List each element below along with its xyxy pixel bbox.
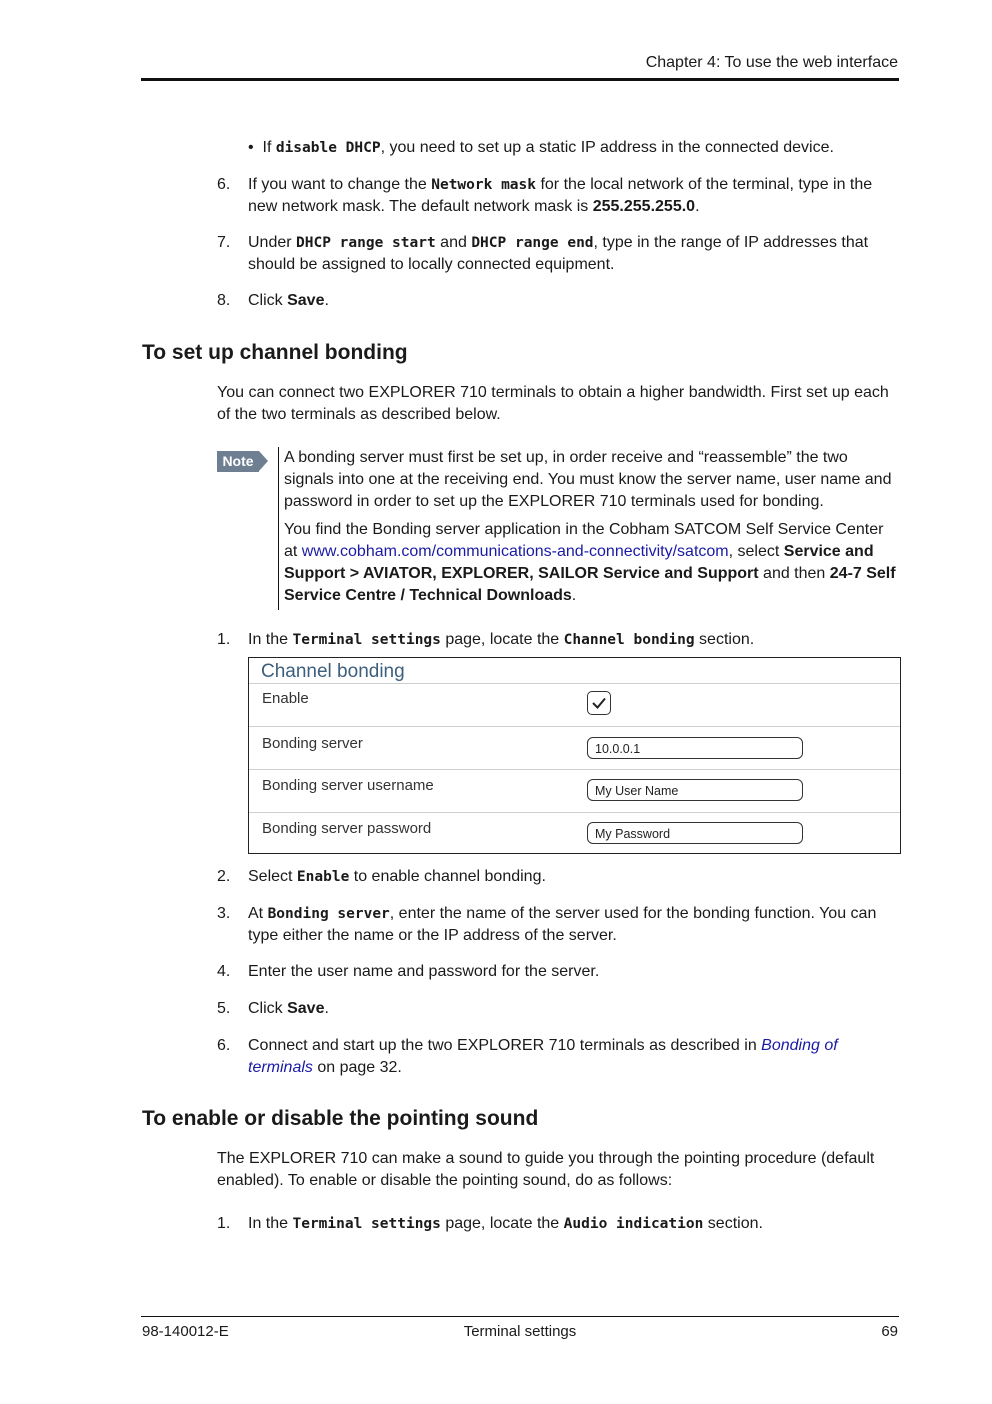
bonding-step-4 — [217, 961, 897, 983]
step-number: 6. — [217, 176, 231, 193]
s2-step-1-mid: page, locate the — [440, 1215, 564, 1232]
s1-step-1-keyword-section: Channel bonding — [563, 632, 695, 648]
note-para-2-pre: You find the Bonding server application in the Cobham SATCOM Self Service Center at — [284, 521, 884, 560]
dhcp-bullet — [248, 137, 898, 159]
step-text — [248, 174, 897, 218]
bonding-password-label: Bonding server password — [262, 820, 432, 837]
step-number: 8. — [217, 292, 231, 309]
step-text — [248, 903, 897, 947]
section-heading-pointing-sound: To enable or disable the pointing sound — [142, 1107, 539, 1130]
section-heading-channel-bonding: To set up channel bonding — [142, 341, 408, 364]
bullet-text: If — [262, 139, 276, 156]
step-number: 4. — [217, 963, 231, 980]
step-text — [248, 232, 897, 276]
enable-checkbox[interactable] — [587, 691, 611, 715]
step-text — [248, 998, 897, 1020]
note-para-2 — [284, 519, 898, 607]
note-badge-arrow — [259, 451, 268, 471]
cobham-satcom-link[interactable]: www.cobham.com/communications-and-connectivity/satcom — [301, 543, 729, 560]
s1-step-1-pre: In the — [248, 631, 293, 648]
s2-step-1-post: section. — [703, 1215, 763, 1232]
step-6-default-mask: 255.255.255.0 — [592, 198, 696, 215]
bonding-of-terminals-link[interactable]: Bonding of terminals — [248, 1037, 838, 1076]
bonding-username-label: Bonding server username — [262, 777, 434, 794]
bonding-step-1 — [217, 629, 897, 651]
row-divider — [249, 769, 900, 770]
panel-title: Channel bonding — [261, 661, 405, 682]
s2-step-1-keyword-section: Audio indication — [563, 1216, 704, 1232]
step-text: Enter the user name and password for the server. — [248, 963, 600, 980]
step-number: 5. — [217, 1000, 231, 1017]
step-6-keyword: Network mask — [431, 177, 536, 193]
s1-step-5-post: . — [324, 1000, 329, 1017]
step-text — [248, 629, 897, 651]
s1-step-2-keyword: Enable — [296, 869, 350, 885]
note-path-separator: > — [345, 565, 363, 582]
s1-step-2-post: to enable channel bonding. — [349, 868, 546, 885]
s2-step-1-pre: In the — [248, 1215, 293, 1232]
step-8-pre: Click — [248, 292, 288, 309]
s1-step-6-post: on page 32. — [312, 1059, 402, 1076]
note-para-1: A bonding server must first be set up, in order receive and “reassemble” the two signals into one at the receiving end. You must know the server name, user name and password in order to set up the EXPLORER 710 terminals used for bonding. — [284, 449, 892, 510]
section-1-intro: You can connect two EXPLORER 710 terminals to obtain a higher bandwidth. First set up each of the two terminals as described below. — [217, 384, 889, 423]
step-number: 7. — [217, 234, 231, 251]
step-number: 6. — [217, 1037, 231, 1054]
step-7-mid: and — [435, 234, 472, 251]
s1-step-1-post: section. — [694, 631, 755, 648]
step-7-keyword-start: DHCP range start — [296, 235, 436, 251]
bonding-step-2 — [217, 866, 897, 888]
step-number: 2. — [217, 868, 231, 885]
note-badge: Note — [217, 451, 259, 472]
note-para-2-and: and then — [758, 565, 830, 582]
step-number: 3. — [217, 905, 231, 922]
s1-step-3-keyword: Bonding server — [267, 906, 390, 922]
bonding-step-5 — [217, 998, 897, 1020]
step-6-pre: If you want to change the — [248, 176, 432, 193]
note-para-2-mid: , select — [728, 543, 784, 560]
s2-step-1-keyword-page: Terminal settings — [292, 1216, 441, 1232]
bullet-dot: • — [248, 139, 263, 156]
row-divider — [249, 812, 900, 813]
bonding-server-label: Bonding server — [262, 735, 363, 752]
s1-step-2-pre: Select — [248, 868, 297, 885]
note-path-2: AVIATOR, EXPLORER, SAILOR Service and Support — [362, 565, 759, 582]
step-8-post: . — [324, 292, 329, 309]
channel-bonding-panel — [248, 657, 901, 854]
footer-doc-number: 98-140012-E — [142, 1323, 229, 1340]
note-path-3: 24-7 Self Service Centre / Technical Downloads — [284, 565, 896, 604]
footer-rule — [141, 1316, 899, 1317]
step-text — [248, 290, 897, 312]
step-text — [248, 1035, 897, 1079]
bonding-username-input[interactable]: My User Name — [587, 779, 803, 801]
step-7-pre: Under — [248, 234, 297, 251]
bullet-text-end: , you need to set up a static IP address in the connected device. — [380, 139, 834, 156]
step-number: 1. — [217, 1215, 231, 1232]
step-7-post: , type in the range of IP addresses that should be assigned to locally connected equipment. — [248, 234, 869, 273]
header-rule — [141, 78, 899, 81]
s1-step-5-keyword: Save — [287, 1000, 325, 1017]
s1-step-1-keyword-page: Terminal settings — [292, 632, 441, 648]
footer-section: Terminal settings — [463, 1323, 577, 1340]
step-7-keyword-end: DHCP range end — [471, 235, 594, 251]
step-8-keyword: Save — [287, 292, 325, 309]
intro-step-7 — [217, 232, 897, 276]
step-6-post: . — [695, 198, 700, 215]
bonding-server-input[interactable]: 10.0.0.1 — [587, 737, 803, 759]
intro-step-8 — [217, 290, 897, 312]
bullet-keyword: disable DHCP — [275, 140, 381, 156]
bonding-step-3 — [217, 903, 897, 947]
step-text — [248, 1213, 897, 1235]
row-divider — [249, 726, 900, 727]
s1-step-3-post: , enter the name of the server used for the bonding function. You can type either the name or the IP address of the server. — [248, 905, 877, 944]
bonding-step-6 — [217, 1035, 897, 1079]
footer-page-number: 69 — [881, 1323, 898, 1340]
step-text — [248, 866, 897, 888]
bonding-password-input[interactable]: My Password — [587, 822, 803, 844]
pointing-step-1 — [217, 1213, 897, 1235]
enable-label: Enable — [262, 690, 309, 707]
note-rule — [278, 447, 279, 610]
row-divider — [249, 683, 900, 684]
check-icon — [588, 692, 610, 714]
running-header: Chapter 4: To use the web interface — [645, 54, 898, 71]
intro-step-6 — [217, 174, 897, 218]
step-6-mid: for the local network of the terminal, type in the new network mask. The default network mask is — [248, 176, 873, 215]
note-para-2-end: . — [571, 587, 577, 604]
s1-step-3-pre: At — [248, 905, 268, 922]
s1-step-6-pre: Connect and start up the two EXPLORER 710 terminals as described in — [248, 1037, 762, 1054]
section-2-intro: The EXPLORER 710 can make a sound to guide you through the pointing procedure (default enabled). To enable or disable the pointing sound, do as follows: — [217, 1150, 875, 1189]
note-path-1: Service and Support — [284, 543, 874, 582]
s1-step-1-mid: page, locate the — [440, 631, 564, 648]
s1-step-5-pre: Click — [248, 1000, 288, 1017]
step-number: 1. — [217, 631, 231, 648]
